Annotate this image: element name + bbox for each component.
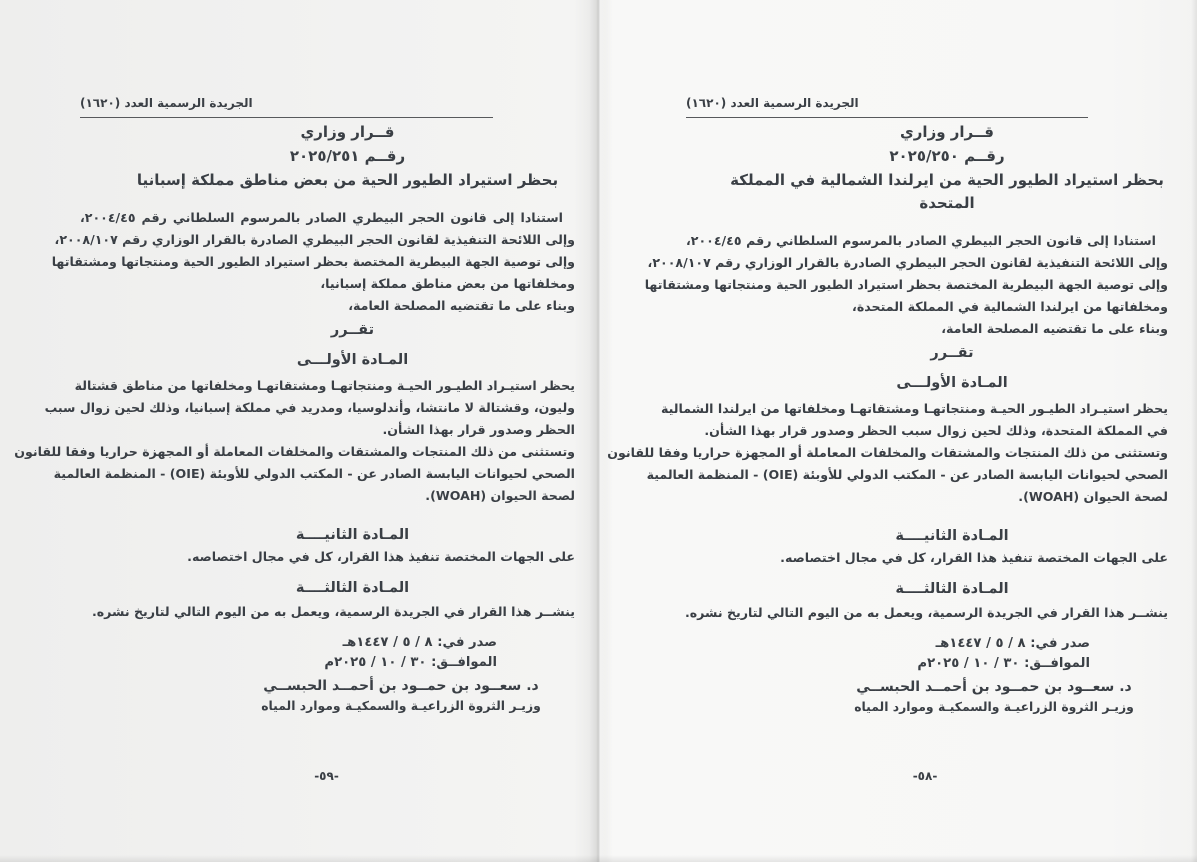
decision-title-block: [80, 121, 575, 192]
preamble-line: ومخلفاتها من ايرلندا الشمالية في المملكة المتحدة،: [852, 299, 1168, 315]
page-bottom-edge-shadow: [0, 855, 1197, 862]
preamble-paragraph: [644, 230, 1168, 340]
article-2-body: [80, 546, 575, 568]
article-line: ينشــر هذا القرار في الجريدة الرسمية، ويعمل به من اليوم التالي لتاريخ نشره.: [91, 603, 575, 619]
minister-name: د. سعــود بن حمــود بن أحمــد الحبســي: [856, 679, 1132, 696]
decision-kind: قــرار وزاري: [300, 123, 395, 142]
page-right-content: [607, 88, 1168, 716]
signature-block: [820, 677, 1168, 716]
article-1-heading: المـادة الأولـــى: [296, 351, 409, 368]
article-line: يحظر استيـراد الطيـور الحيـة ومنتجاتهـا ومشتقاتهـا ومخلفاتها من ايرلندا الشمالية: [660, 401, 1168, 417]
signature-block: [227, 676, 575, 715]
minister-title: وزيـر الثروة الزراعيـة والسمكيـة وموارد المياه: [261, 697, 541, 713]
preamble-line: ومخلفاتها من بعض مناطق مملكة إسبانيا،: [320, 275, 575, 291]
article-3-body: [80, 601, 575, 623]
gregorian-date: الموافــق: ٣٠ / ١٠ / ٢٠٢٥م: [917, 656, 1090, 672]
decree-word: تقــرر: [930, 345, 974, 362]
article-line: وتستثنى من ذلك المنتجات والمشتقات والمخلفات المعاملة أو المجهزة حراريا وفقا للقانون: [607, 445, 1168, 461]
preamble-line: وإلى توصية الجهة البيطرية المختصة بحظر استيراد الطيور الحية ومنتجاتها ومشتقاتها: [644, 277, 1168, 293]
masthead-rule: [686, 117, 1088, 119]
page-number: -٥٨-: [912, 769, 938, 783]
article-line: يحظر استيـراد الطيـور الحيـة ومنتجاتهـا ومشتقاتهـا ومخلفاتها من مناطق قشتالة: [74, 377, 575, 393]
preamble-line: استنادا إلى قانون الحجر البيطري الصادر بالمرسوم السلطاني رقم ٢٠٠٤/٤٥،: [80, 209, 563, 225]
article-1-heading: المـادة الأولـــى: [896, 375, 1008, 392]
article-line: وليون، وقشتالة لا مانتشا، وأندلوسيا، ومدريد في مملكة إسبانيا، وذلك لحين زوال سبب: [44, 399, 575, 415]
decision-number: رقــم ٢٠٢٥/٢٥١: [289, 146, 406, 165]
decision-subject: بحظر استيراد الطيور الحية من بعض مناطق مملكة إسبانيا: [136, 170, 559, 189]
issue-dates: [80, 633, 575, 673]
page-number: -٥٩-: [314, 769, 339, 783]
preamble-line: وإلى توصية الجهة البيطرية المختصة بحظر استيراد الطيور الحية ومنتجاتها ومشتقاتها: [51, 253, 575, 269]
article-1-body: [607, 398, 1168, 508]
book-spine-shadow: [589, 0, 607, 862]
gazette-masthead: الجريدة الرسمية العدد (١٦٢٠): [80, 96, 253, 110]
preamble-line: وبناء على ما تقتضيه المصلحة العامة،: [348, 297, 575, 313]
article-1-body: [14, 375, 575, 507]
article-line: الصحي لحيوانات اليابسة الصادر عن - المكتب الدولي للأوبئة (OIE) - المنظمة العالمية: [53, 465, 575, 481]
article-line: لصحة الحيوان (WOAH).: [425, 487, 575, 503]
article-2-body: [686, 547, 1168, 569]
hijri-date: صدر في: ٨ / ٥ / ١٤٤٧هـ: [342, 634, 497, 650]
article-2-heading: المـادة الثانيــــة: [295, 526, 410, 543]
decree-word: تقــرر: [330, 321, 375, 338]
decision-kind: قــرار وزاري: [900, 123, 994, 142]
article-2-heading: المـادة الثانيــــة: [895, 528, 1009, 545]
issue-dates: [686, 634, 1168, 674]
article-3-body: [686, 602, 1168, 624]
decision-subject: بحظر استيراد الطيور الحية من ايرلندا الشمالية في المملكة المتحدة: [730, 170, 1164, 213]
article-line: لصحة الحيوان (WOAH).: [1018, 489, 1168, 505]
page-right-edge-shadow: [1191, 0, 1197, 862]
preamble-line: استنادا إلى قانون الحجر البيطري الصادر بالمرسوم السلطاني رقم ٢٠٠٤/٤٥،: [686, 233, 1156, 249]
preamble-line: وإلى اللائحة التنفيذية لقانون الحجر البيطري الصادرة بالقرار الوزاري رقم ٢٠٠٨/١٠٧،: [54, 231, 575, 247]
article-3-heading: المـادة الثالثــــة: [895, 581, 1009, 598]
masthead-rule: [80, 117, 493, 119]
article-line: الحظر وصدور قرار بهذا الشأن.: [382, 421, 575, 437]
article-line: على الجهات المختصة تنفيذ هذا القرار، كل في مجال اختصاصه.: [187, 548, 575, 564]
article-line: ينشــر هذا القرار في الجريدة الرسمية، ويعمل به من اليوم التالي لتاريخ نشره.: [684, 605, 1168, 621]
article-line: وتستثنى من ذلك المنتجات والمشتقات والمخلفات المعاملة أو المجهزة حراريا وفقا للقانون: [14, 443, 575, 459]
preamble-line: وإلى اللائحة التنفيذية لقانون الحجر البيطري الصادرة بالقرار الوزاري رقم ٢٠٠٨/١٠٧،: [647, 255, 1168, 271]
article-3-heading: المـادة الثالثــــة: [295, 579, 410, 596]
decision-number: رقــم ٢٠٢٥/٢٥٠: [889, 146, 1005, 165]
decision-title-block: [686, 121, 1168, 216]
hijri-date: صدر في: ٨ / ٥ / ١٤٤٧هـ: [935, 636, 1090, 652]
gregorian-date: الموافــق: ٣٠ / ١٠ / ٢٠٢٥م: [324, 654, 497, 670]
gazette-masthead: الجريدة الرسمية العدد (١٦٢٠): [686, 96, 859, 110]
page-left-content: [14, 88, 575, 715]
minister-name: د. سعــود بن حمــود بن أحمــد الحبســي: [263, 677, 539, 694]
page-left-decision-251: [0, 0, 598, 862]
preamble-paragraph: [51, 207, 575, 317]
minister-title: وزيـر الثروة الزراعيـة والسمكيـة وموارد المياه: [854, 699, 1134, 715]
article-line: الصحي لحيوانات اليابسة الصادر عن - المكتب الدولي للأوبئة (OIE) - المنظمة العالمية: [646, 467, 1168, 483]
article-line: في المملكة المتحدة، وذلك لحين زوال سبب الحظر وصدور قرار بهذا الشأن.: [704, 423, 1168, 439]
article-line: على الجهات المختصة تنفيذ هذا القرار، كل في مجال اختصاصه.: [780, 550, 1168, 566]
preamble-line: وبناء على ما تقتضيه المصلحة العامة،: [941, 321, 1168, 337]
page-right-decision-250: [598, 0, 1197, 862]
